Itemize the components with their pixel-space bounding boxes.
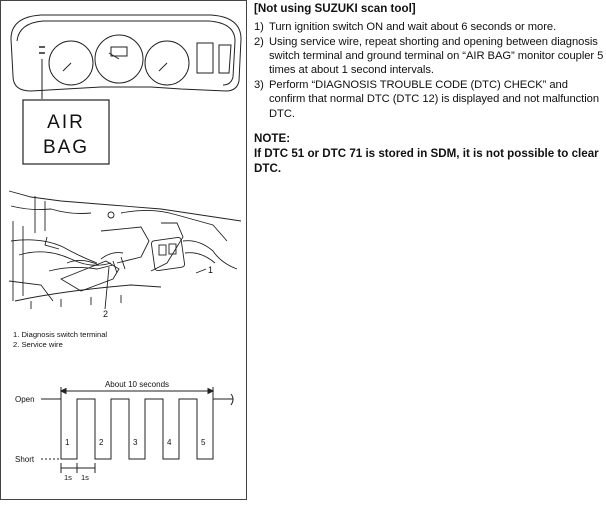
- timing-duration-label: About 10 seconds: [104, 380, 170, 389]
- pulse-label: 1: [65, 438, 70, 447]
- airbag-lamp-line2: BAG: [42, 137, 90, 158]
- pulse-label: 4: [167, 438, 172, 447]
- pulse-label: 2: [99, 438, 104, 447]
- step-text: Using service wire, repeat shorting and opening between diagnosis switch terminal and ground terminal on “AIR BAG” monitor coupler 5 times at about 1 second intervals.: [269, 35, 604, 77]
- step-text: Perform “DIAGNOSIS TROUBLE CODE (DTC) CHECK” and confirm that normal DTC (DTC 12) is displayed and not malfunction DTC.: [269, 79, 600, 120]
- note-body: If DTC 51 or DTC 71 is stored in SDM, it is not possible to clear DTC.: [254, 147, 599, 175]
- pulse-label: 3: [133, 438, 138, 447]
- pulse-label: 5: [201, 438, 206, 447]
- step-text: Turn ignition switch ON and wait about 6 seconds or more.: [269, 21, 557, 33]
- interval-label: 1s: [81, 473, 89, 482]
- procedure-heading: [Not using SUZUKI scan tool]: [254, 2, 416, 15]
- procedure-step: [254, 20, 604, 34]
- legend-item: 2. Service wire: [13, 339, 63, 349]
- timing-short-label: Short: [15, 455, 35, 464]
- procedure-step: [254, 78, 604, 121]
- callout-number-1: 1: [208, 265, 214, 275]
- under-dash-wiring-drawing: [9, 191, 241, 309]
- procedure-step: [254, 35, 604, 78]
- step-number: 3): [254, 79, 264, 92]
- step-number: 2): [254, 35, 264, 48]
- interval-label: 1s: [64, 473, 72, 482]
- legend-item: 1. Diagnosis switch terminal: [13, 330, 108, 339]
- illustration-panel: [0, 0, 247, 500]
- illustration-svg: [1, 1, 248, 501]
- instructions-panel: [254, 2, 604, 176]
- instrument-cluster-drawing: [11, 15, 241, 99]
- figure-legend: [13, 330, 107, 349]
- airbag-lamp-callout: [23, 100, 109, 164]
- timing-diagram: [15, 380, 233, 482]
- airbag-lamp-line1: AIR: [47, 112, 85, 133]
- note-title: NOTE:: [254, 132, 291, 146]
- callout-number-2: 2: [103, 309, 109, 319]
- procedure-steps: [254, 20, 604, 121]
- timing-open-label: Open: [15, 395, 35, 404]
- step-number: 1): [254, 21, 264, 33]
